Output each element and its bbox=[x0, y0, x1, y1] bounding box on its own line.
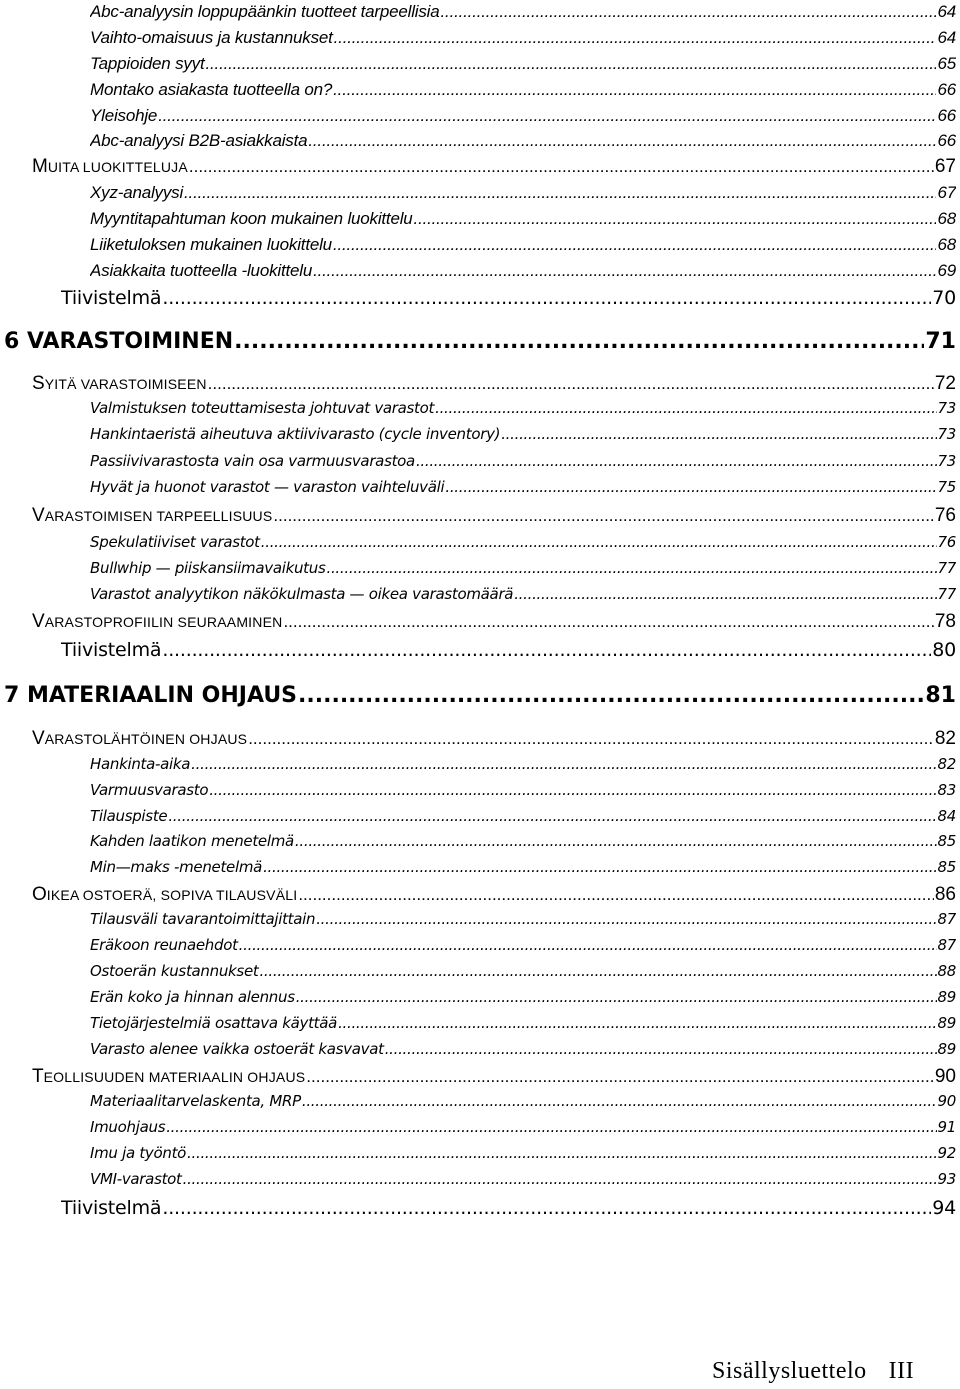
toc-entry[interactable] bbox=[90, 807, 956, 825]
toc-entry[interactable] bbox=[90, 235, 956, 255]
toc-entry-page: 81 bbox=[925, 683, 956, 708]
dot-leader bbox=[334, 28, 937, 48]
dot-leader bbox=[261, 533, 937, 551]
toc-entry-title: Varastot analyytikon näkökulmasta — oikea varastomäärä bbox=[90, 585, 514, 603]
dot-leader bbox=[166, 1118, 936, 1136]
dot-leader bbox=[338, 1014, 936, 1032]
dot-leader bbox=[283, 612, 933, 632]
toc-entry-page: 80 bbox=[932, 639, 956, 661]
toc-entry[interactable] bbox=[90, 533, 956, 551]
toc-entry-page: 73 bbox=[937, 425, 956, 443]
toc-entry-page: 91 bbox=[937, 1118, 956, 1136]
toc-entry[interactable] bbox=[90, 54, 956, 74]
toc-entry-page: 70 bbox=[932, 287, 956, 309]
toc-entry[interactable] bbox=[90, 2, 956, 22]
toc-entry-page: 67 bbox=[937, 183, 956, 202]
toc-entry-title bbox=[32, 884, 297, 906]
dot-leader bbox=[316, 910, 936, 928]
toc-entry-title: Tiivistelmä bbox=[61, 287, 162, 309]
toc-entry[interactable] bbox=[90, 452, 956, 470]
dot-leader bbox=[313, 261, 936, 281]
toc-entry-title bbox=[32, 728, 247, 750]
toc-entry-page: 76 bbox=[934, 505, 956, 526]
dot-leader bbox=[234, 329, 924, 354]
dot-leader bbox=[333, 235, 937, 255]
footer-page-number: III bbox=[888, 1358, 915, 1384]
toc-entry-title-rest: ARASTOLÄHTÖINEN OHJAUS bbox=[44, 731, 248, 747]
toc-entry-title: Tietojärjestelmiä osattava käyttää bbox=[90, 1014, 338, 1032]
toc-entry-page: 94 bbox=[932, 1197, 956, 1219]
toc-entry[interactable] bbox=[90, 1144, 956, 1162]
dot-leader bbox=[239, 936, 937, 954]
toc-entry-page: 66 bbox=[937, 80, 956, 99]
dot-leader bbox=[189, 157, 934, 177]
toc-entry[interactable] bbox=[32, 884, 956, 906]
toc-entry-title: Vaihto-omaisuus ja kustannukset bbox=[90, 28, 333, 47]
toc-entry-title bbox=[32, 1066, 305, 1088]
toc-entry-title-initial: O bbox=[32, 884, 47, 905]
toc-entry[interactable] bbox=[90, 478, 956, 496]
toc-entry-title: Valmistuksen toteuttamisesta johtuvat varastot bbox=[90, 399, 435, 417]
toc-entry-title: Spekulatiiviset varastot bbox=[90, 533, 260, 551]
toc-entry[interactable] bbox=[4, 329, 956, 354]
toc-entry[interactable] bbox=[32, 373, 956, 395]
toc-entry-page: 66 bbox=[937, 131, 956, 150]
toc-entry-title: VMI-varastot bbox=[90, 1170, 182, 1188]
toc-entry-title-initial: S bbox=[32, 373, 45, 394]
toc-entry-title: Tilausväli tavarantoimittajittain bbox=[90, 910, 316, 928]
toc-entry-page: 68 bbox=[937, 209, 956, 228]
toc-entry-page: 73 bbox=[937, 452, 956, 470]
toc-entry[interactable] bbox=[61, 287, 956, 309]
toc-entry-page: 66 bbox=[937, 106, 956, 125]
toc-entry-page: 86 bbox=[934, 884, 956, 905]
dot-leader bbox=[514, 585, 936, 603]
dot-leader bbox=[298, 885, 934, 905]
toc-entry[interactable] bbox=[90, 755, 956, 773]
dot-leader bbox=[209, 781, 936, 799]
toc-entry[interactable] bbox=[90, 28, 956, 48]
toc-entry-title: Hankintaeristä aiheutuva aktiivivarasto (cycle inventory) bbox=[90, 425, 501, 443]
toc-entry-title: Imuohjaus bbox=[90, 1118, 166, 1136]
toc-entry[interactable] bbox=[90, 962, 956, 980]
toc-entry[interactable] bbox=[90, 1118, 956, 1136]
toc-entry-title: Liiketuloksen mukainen luokittelu bbox=[90, 235, 332, 254]
toc-entry[interactable] bbox=[90, 936, 956, 954]
dot-leader bbox=[259, 962, 936, 980]
toc-entry-page: 67 bbox=[934, 156, 956, 177]
toc-entry[interactable] bbox=[90, 1040, 956, 1058]
toc-entry-title-initial: T bbox=[32, 1066, 44, 1087]
toc-entry-title-rest: IKEA OSTOERÄ, SOPIVA TILAUSVÄLI bbox=[46, 887, 298, 903]
dot-leader bbox=[306, 1067, 934, 1087]
toc-entry[interactable] bbox=[90, 559, 956, 577]
toc-entry-page: 87 bbox=[937, 910, 956, 928]
dot-leader bbox=[441, 2, 937, 22]
toc-entry-title-initial: M bbox=[32, 156, 48, 177]
toc-entry-title: Bullwhip — piiskansiimavaikutus bbox=[90, 559, 326, 577]
toc-entry-title: Erän koko ja hinnan alennus bbox=[90, 988, 295, 1006]
toc-entry-page: 68 bbox=[937, 235, 956, 254]
toc-entry-page: 75 bbox=[937, 478, 956, 496]
toc-entry-title: Tiivistelmä bbox=[61, 639, 162, 661]
toc-entry[interactable] bbox=[32, 1066, 956, 1088]
toc-entry-title-rest: EOLLISUUDEN MATERIAALIN OHJAUS bbox=[43, 1069, 306, 1085]
dot-leader bbox=[385, 1040, 937, 1058]
toc-entry-title-rest: YITÄ VARASTOIMISEEN bbox=[44, 376, 207, 392]
toc-entry-title-rest: ARASTOPROFIILIN SEURAAMINEN bbox=[44, 614, 283, 630]
dot-leader bbox=[162, 1197, 931, 1219]
toc-entry-title bbox=[32, 611, 282, 633]
toc-entry[interactable] bbox=[32, 156, 956, 178]
toc-entry-title: 7 MATERIAALIN OHJAUS bbox=[4, 683, 298, 708]
toc-entry-title: Materiaalitarvelaskenta, MRP bbox=[90, 1092, 301, 1110]
toc-entry-title: Abc-analyysin loppupäänkin tuotteet tarpeellisia bbox=[90, 2, 440, 21]
toc-entry-title-initial: V bbox=[32, 611, 45, 632]
toc-entry[interactable] bbox=[90, 585, 956, 603]
dot-leader bbox=[183, 1170, 937, 1188]
toc-entry[interactable] bbox=[32, 728, 956, 750]
toc-entry-page: 77 bbox=[937, 585, 956, 603]
dot-leader bbox=[168, 807, 936, 825]
dot-leader bbox=[445, 478, 936, 496]
toc-entry-title: Eräkoon reunaehdot bbox=[90, 936, 238, 954]
toc-entry[interactable] bbox=[90, 425, 956, 443]
toc-entry-title bbox=[32, 156, 188, 178]
toc-entry-title: Tiivistelmä bbox=[61, 1197, 162, 1219]
toc-entry-page: 90 bbox=[934, 1066, 956, 1087]
toc-entry-page: 88 bbox=[937, 962, 956, 980]
toc-entry-title: Xyz-analyysi bbox=[90, 183, 184, 202]
toc-entry[interactable] bbox=[32, 505, 956, 527]
toc-entry-title: Abc-analyysi B2B-asiakkaista bbox=[90, 131, 308, 150]
toc-entry-title-rest: ARASTOIMISEN TARPEELLISUUS bbox=[44, 508, 273, 524]
toc-entry-page: 85 bbox=[937, 858, 956, 876]
toc-entry-page: 85 bbox=[937, 832, 956, 850]
toc-entry-title: Varasto alenee vaikka ostoerät kasvavat bbox=[90, 1040, 384, 1058]
toc-entry-title: Myyntitapahtuman koon mukainen luokittelu bbox=[90, 209, 413, 228]
toc-entry[interactable] bbox=[90, 209, 956, 229]
dot-leader bbox=[333, 80, 936, 100]
toc-entry-title-initial: V bbox=[32, 505, 45, 526]
dot-leader bbox=[208, 374, 934, 394]
toc-entry[interactable] bbox=[90, 131, 956, 151]
toc-entry-title bbox=[32, 505, 272, 527]
toc-entry-page: 78 bbox=[934, 611, 956, 632]
dot-leader bbox=[295, 832, 937, 850]
toc-entry-page: 84 bbox=[937, 807, 956, 825]
toc-entry[interactable] bbox=[4, 683, 956, 708]
dot-leader bbox=[158, 106, 936, 126]
toc-entry[interactable] bbox=[90, 106, 956, 126]
toc-entry-title: Imu ja työntö bbox=[90, 1144, 187, 1162]
toc-entry-title-rest: UITA LUOKITTELUJA bbox=[47, 159, 188, 175]
dot-leader bbox=[206, 54, 937, 74]
toc-entry-title: 6 VARASTOIMINEN bbox=[4, 329, 234, 354]
toc-entry-title-initial: V bbox=[32, 728, 45, 749]
dot-leader bbox=[501, 425, 936, 443]
toc-entry-page: 69 bbox=[937, 261, 956, 280]
toc-entry-page: 89 bbox=[937, 1014, 956, 1032]
toc-entry[interactable] bbox=[32, 611, 956, 633]
toc-entry[interactable] bbox=[90, 832, 956, 850]
toc-entry-page: 76 bbox=[937, 533, 956, 551]
toc-entry-page: 65 bbox=[937, 54, 956, 73]
toc-entry-title: Montako asiakasta tuotteella on? bbox=[90, 80, 333, 99]
dot-leader bbox=[273, 506, 933, 526]
toc-entry-title: Ostoerän kustannukset bbox=[90, 962, 259, 980]
toc-entry-page: 82 bbox=[934, 728, 956, 749]
toc-entry[interactable] bbox=[90, 261, 956, 281]
footer-label: Sisällysluettelo bbox=[712, 1358, 867, 1384]
toc-entry-page: 64 bbox=[937, 2, 956, 21]
toc-entry[interactable] bbox=[90, 988, 956, 1006]
toc-entry[interactable] bbox=[90, 399, 956, 417]
dot-leader bbox=[263, 858, 936, 876]
dot-leader bbox=[416, 452, 937, 470]
dot-leader bbox=[298, 683, 924, 708]
toc-entry-page: 93 bbox=[937, 1170, 956, 1188]
toc-entry[interactable] bbox=[90, 183, 956, 203]
toc-entry-title: Kahden laatikon menetelmä bbox=[90, 832, 294, 850]
toc-entry-title: Tilauspiste bbox=[90, 807, 168, 825]
toc-entry-page: 92 bbox=[937, 1144, 956, 1162]
toc-entry-title: Yleisohje bbox=[90, 106, 158, 125]
dot-leader bbox=[248, 729, 934, 749]
toc-entry-title: Asiakkaita tuotteella -luokittelu bbox=[90, 261, 313, 280]
toc-entry-page: 71 bbox=[925, 329, 956, 354]
dot-leader bbox=[414, 209, 937, 229]
toc-entry-title: Tappioiden syyt bbox=[90, 54, 205, 73]
toc-entry-page: 90 bbox=[937, 1092, 956, 1110]
toc-entry-page: 77 bbox=[937, 559, 956, 577]
dot-leader bbox=[191, 755, 936, 773]
toc-entry[interactable] bbox=[90, 1170, 956, 1188]
dot-leader bbox=[162, 287, 931, 309]
dot-leader bbox=[435, 399, 936, 417]
toc-entry[interactable] bbox=[90, 910, 956, 928]
toc-entry-page: 64 bbox=[937, 28, 956, 47]
dot-leader bbox=[162, 639, 931, 661]
toc-entry-title: Min—maks -menetelmä bbox=[90, 858, 263, 876]
dot-leader bbox=[187, 1144, 936, 1162]
toc-entry-page: 87 bbox=[937, 936, 956, 954]
toc-entry-title bbox=[32, 373, 207, 395]
dot-leader bbox=[308, 131, 936, 151]
toc-entry-title: Hyvät ja huonot varastot — varaston vaihteluväli bbox=[90, 478, 445, 496]
toc-entry-title: Hankinta-aika bbox=[90, 755, 191, 773]
toc-entry-page: 73 bbox=[937, 399, 956, 417]
toc-entry-page: 83 bbox=[937, 781, 956, 799]
toc-entry[interactable] bbox=[61, 1197, 956, 1219]
toc-entry-page: 89 bbox=[937, 1040, 956, 1058]
dot-leader bbox=[302, 1092, 937, 1110]
toc-entry[interactable] bbox=[90, 858, 956, 876]
toc-entry[interactable] bbox=[61, 639, 956, 661]
toc-entry[interactable] bbox=[90, 1014, 956, 1032]
dot-leader bbox=[184, 183, 936, 203]
toc-entry[interactable] bbox=[90, 781, 956, 799]
toc-entry-page: 82 bbox=[937, 755, 956, 773]
dot-leader bbox=[296, 988, 937, 1006]
toc-entry-page: 89 bbox=[937, 988, 956, 1006]
dot-leader bbox=[326, 559, 936, 577]
toc-entry-title: Varmuusvarasto bbox=[90, 781, 209, 799]
page-footer bbox=[712, 1358, 914, 1385]
toc-entry-title: Passiivivarastosta vain osa varmuusvarastoa bbox=[90, 452, 415, 470]
toc-entry[interactable] bbox=[90, 1092, 956, 1110]
toc-entry-page: 72 bbox=[934, 373, 956, 394]
toc-entry[interactable] bbox=[90, 80, 956, 100]
